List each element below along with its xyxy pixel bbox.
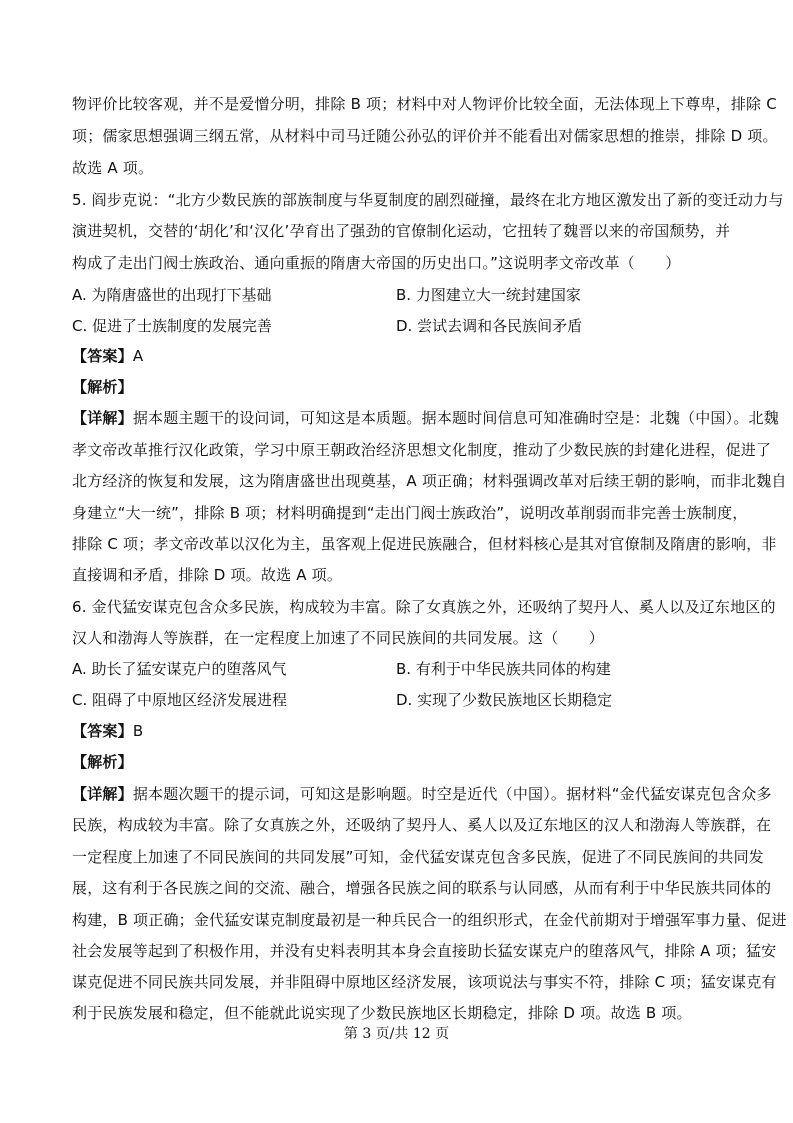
q6-detail-line-8: 利于民族发展和稳定，但不能就此说实现了少数民族地区长期稳定，排除 D 项。故选 B 项。: [72, 1004, 692, 1022]
q6-option-c: C. 阻碍了中原地区经济发展进程: [72, 691, 288, 709]
question-5-line-2: 演进契机，交替的‘胡化’和‘汉化’孕育出了强劲的官僚制化运动，它扭转了魏晋以来的帝国颓势，并: [72, 222, 731, 240]
q6-detail-line-4: 展，这有利于各民族之间的交流、融合，增强各民族之间的联系与认同感，从而有利于中华民族共同体的: [72, 879, 772, 897]
intro-line-2: 项；儒家思想强调三纲五常，从材料中司马迁随公孙弘的评价并不能看出对儒家思想的推崇，排除 D 项。: [72, 127, 778, 145]
answer-tag: 【答案】: [72, 722, 133, 740]
q6-detail-line-3: 一定程度上加速了不同民族间的共同发展”可知，金代猛安谋克包含多民族，促进了不同民族间的共同发: [72, 848, 764, 866]
q5-option-b: B. 力图建立大一统封建国家: [396, 286, 581, 304]
q6-answer-row: [72, 721, 143, 741]
q5-answer: A: [132, 347, 144, 365]
q6-detail-line-2: 民族，构成较为丰富。除了女真族之外，还吸纳了契丹人、奚人以及辽东地区的汉人和渤海人等族群，在: [72, 816, 772, 834]
q5-detail-text-1: 据本题主题干的设问词，可知这是本质题。据本题时间信息可知准确时空是：北魏（中国）。北魏: [132, 409, 779, 427]
q5-detail-line-1: [72, 408, 779, 428]
intro-line-3: 故选 A 项。: [72, 159, 154, 177]
question-5-line-1: 5. 阎步克说：“北方少数民族的部族制度与华夏制度的剧烈碰撞，最终在北方地区激发出了新的变迁动力与: [72, 191, 784, 209]
q6-detail-text-1: 据本题次题干的提示词，可知这是影响题。时空是近代（中国）。据材料“金代猛安谋克包含众多: [132, 785, 772, 803]
detail-tag: 【详解】: [72, 409, 133, 427]
q6-detail-line-1: [72, 784, 772, 804]
q5-answer-row: [72, 346, 143, 366]
q6-detail-line-6: 社会发展等起到了积极作用，并没有史料表明其本身会直接助长猛安谋克户的堕落风气，排除 A 项；猛安: [72, 942, 777, 960]
q5-option-a: A. 为隋唐盛世的出现打下基础: [72, 286, 272, 304]
q5-detail-line-5: 排除 C 项；孝文帝改革以汉化为主，虽客观上促进民族融合，但材料核心是其对官僚制及隋唐的影响，非: [72, 535, 777, 553]
q5-option-d: D. 尝试去调和各民族间矛盾: [396, 317, 583, 335]
q5-detail-line-6: 直接调和矛盾，排除 D 项。故选 A 项。: [72, 566, 343, 584]
page-number-footer: 第 3 页/共 12 页: [343, 1026, 450, 1042]
q5-detail-line-2: 孝文帝改革推行汉化政策，学习中原王朝政治经济思想文化制度，推动了少数民族的封建化进程，促进了: [72, 441, 772, 459]
q5-option-c: C. 促进了士族制度的发展完善: [72, 317, 273, 335]
question-5-line-3: 构成了走出门阀士族政治、通向重振的隋唐大帝国的历史出口。”这说明孝文帝改革（ ）: [72, 254, 681, 272]
q5-detail-line-3: 北方经济的恢复和发展，这为隋唐盛世出现奠基，A 项正确；材料强调改革对后续王朝的影响，而非北魏自: [72, 472, 787, 490]
q6-detail-line-7: 谋克促进不同民族共同发展，并非阻碍中原地区经济发展，该项说法与事实不符，排除 C 项；猛安谋克有: [72, 973, 777, 991]
question-6-line-1: 6. 金代猛安谋克包含众多民族，构成较为丰富。除了女真族之外，还吸纳了契丹人、奚人以及辽东地区的: [72, 598, 776, 616]
answer-tag: 【答案】: [72, 347, 133, 365]
question-6-line-2: 汉人和渤海人等族群，在一定程度上加速了不同民族间的共同发展。这（ ）: [72, 629, 605, 647]
q5-analysis-tag: 【解析】: [72, 378, 133, 396]
q6-option-b: B. 有利于中华民族共同体的构建: [396, 660, 611, 678]
detail-tag: 【详解】: [72, 785, 133, 803]
q6-option-d: D. 实现了少数民族地区长期稳定: [396, 691, 613, 709]
q6-detail-line-5: 构建，B 项正确；金代猛安谋克制度最初是一种兵民合一的组织形式，在金代前期对于增强军事力量、促进: [72, 911, 787, 929]
q5-detail-line-4: 身建立“大一统”，排除 B 项；材料明确提到“走出门阀士族政治”，说明改革削弱而非完善士族制度，: [72, 504, 748, 522]
q6-answer: B: [132, 722, 144, 740]
intro-line-1: 物评价比较客观，并不是爱憎分明，排除 B 项；材料中对人物评价比较全面，无法体现上下尊卑，排除 C: [72, 95, 777, 113]
q6-analysis-tag: 【解析】: [72, 753, 133, 771]
q6-option-a: A. 助长了猛安谋克户的堕落风气: [72, 660, 287, 678]
